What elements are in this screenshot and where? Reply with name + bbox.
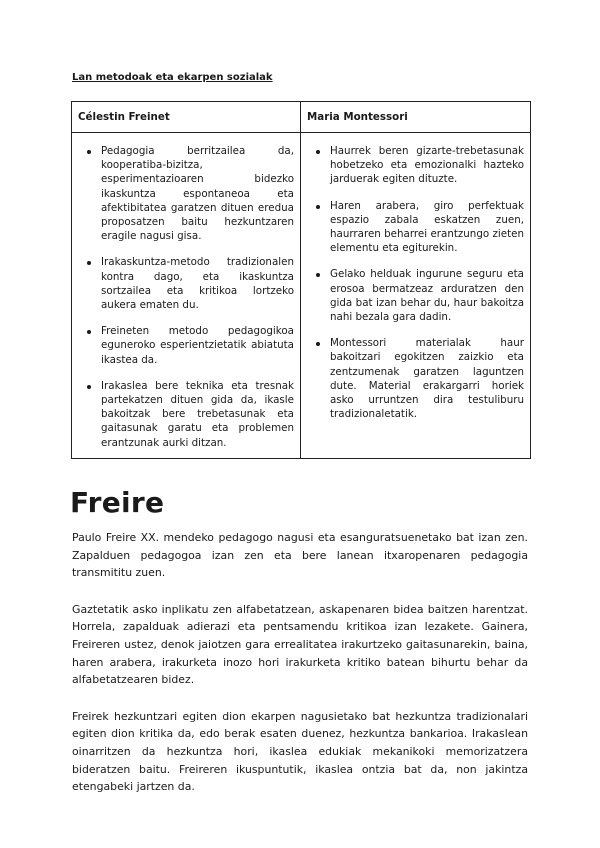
table-row [72,133,531,459]
list-item-text: Montessori materialak haur bakoitzari egokitzen zaizkio eta zentzumenak garatzen laguntzen dute. Material erakargarri horiek asko urruntzen dira testuliburu tradizionaletatik. [330,337,524,421]
section-heading: Lan metodoak eta ekarpen sozialak [72,72,273,83]
list-item [78,144,294,243]
list-item-text: Gelako helduak ingurune seguru eta erosoa bermatzeaz arduratzen den gida bat izan behar du, haur bakoitza nahi bezala gara dadin. [330,268,524,324]
table-header-row [72,102,531,133]
list-item [78,379,294,450]
column-header-freinet: Célestin Freinet [72,102,301,133]
freire-body [72,529,528,815]
list-item [78,255,294,312]
column-header-montessori: Maria Montessori [301,102,531,133]
list-item-text: Pedagogia berritzailea da, kooperatiba-bizitza, esperimentazioaren bidezko ikaskuntza espontaneoa eta afektibitatea garatzen dituen eredua proposatzen baitu hezkuntzaren eragile nagusi gisa. [101,145,294,243]
list-item-text: Irakaskuntza-metodo tradizionalen kontra dago, eta ikaskuntza sortzailea eta kritikoa lortzeko aukera ematen du. [101,256,294,312]
list-item-text: Freineten metodo pedagogikoa eguneroko esperientzietatik abiatuta ikastea da. [101,325,294,366]
freire-title: Freire [70,486,165,519]
bullet-icon [316,342,320,346]
paragraph: Freirek hezkuntzari egiten dion ekarpen nagusietako bat hezkuntza tradizionalari egiten dion kritika da, edo berak esaten duenez, hezkuntza bankarioa. Irakaslean oinarritzen da hezkuntza hori, ikaslea edukiak mekanikoki memorizatzera bideratzen baitu. Freireren ikuspuntutik, ikaslea ontzia bat da, non jakintza etengabeki jartzen da. [72,709,528,794]
comparison-table [71,101,531,459]
list-item-text: Irakaslea bere teknika eta tresnak partekatzen dituen gida da, ikasle bakoitzak bere trebetasunak eta gaitasunak garatu eta problemen erantzunak aurki ditzan. [101,379,294,449]
bullet-icon [87,385,91,389]
bullet-icon [316,150,320,154]
bullet-icon [316,273,320,277]
bullet-icon [87,330,91,334]
paragraph: Paulo Freire XX. mendeko pedagogo nagusi eta esanguratsuenetako bat izan zen. Zapalduen pedagogoa izan zen eta bere lanean itxaropenaren pedagogia transmititu zuen. [72,531,528,580]
list-item-text: Haren arabera, giro perfektuak espazio zabala eskatzen zuen, haurraren beharrei erantzungo zieten elementu eta egiturekin. [330,199,524,255]
bullet-icon [87,261,91,265]
list-item [78,324,294,367]
list-item [307,267,524,324]
montessori-list [307,144,524,421]
list-item [307,199,524,256]
bullet-icon [87,150,91,154]
montessori-cell [301,133,531,459]
freinet-list [78,144,294,450]
paragraph: Gaztetatik asko inplikatu zen alfabetatzean, askapenaren bidea baitzen harentzat. Horrela, zapalduak adierazi eta pentsamendu kritikoa izan lezakete. Gainera, Freireren ustez, denok jaiotzen gara errealitatea irakurtzeko gaitasunarekin, baina, haren arabera, irakurketa inozo hori irakurketa kritiko batean bihurtu behar da alfabetatzearen bidez. [72,602,528,687]
list-item [307,336,524,421]
freinet-cell [72,133,301,459]
list-item-text: Haurrek beren gizarte-trebetasunak hobetzeko eta emozionalki hazteko jarduerak egiten dituzte. [330,145,524,186]
bullet-icon [316,205,320,209]
list-item [307,144,524,187]
